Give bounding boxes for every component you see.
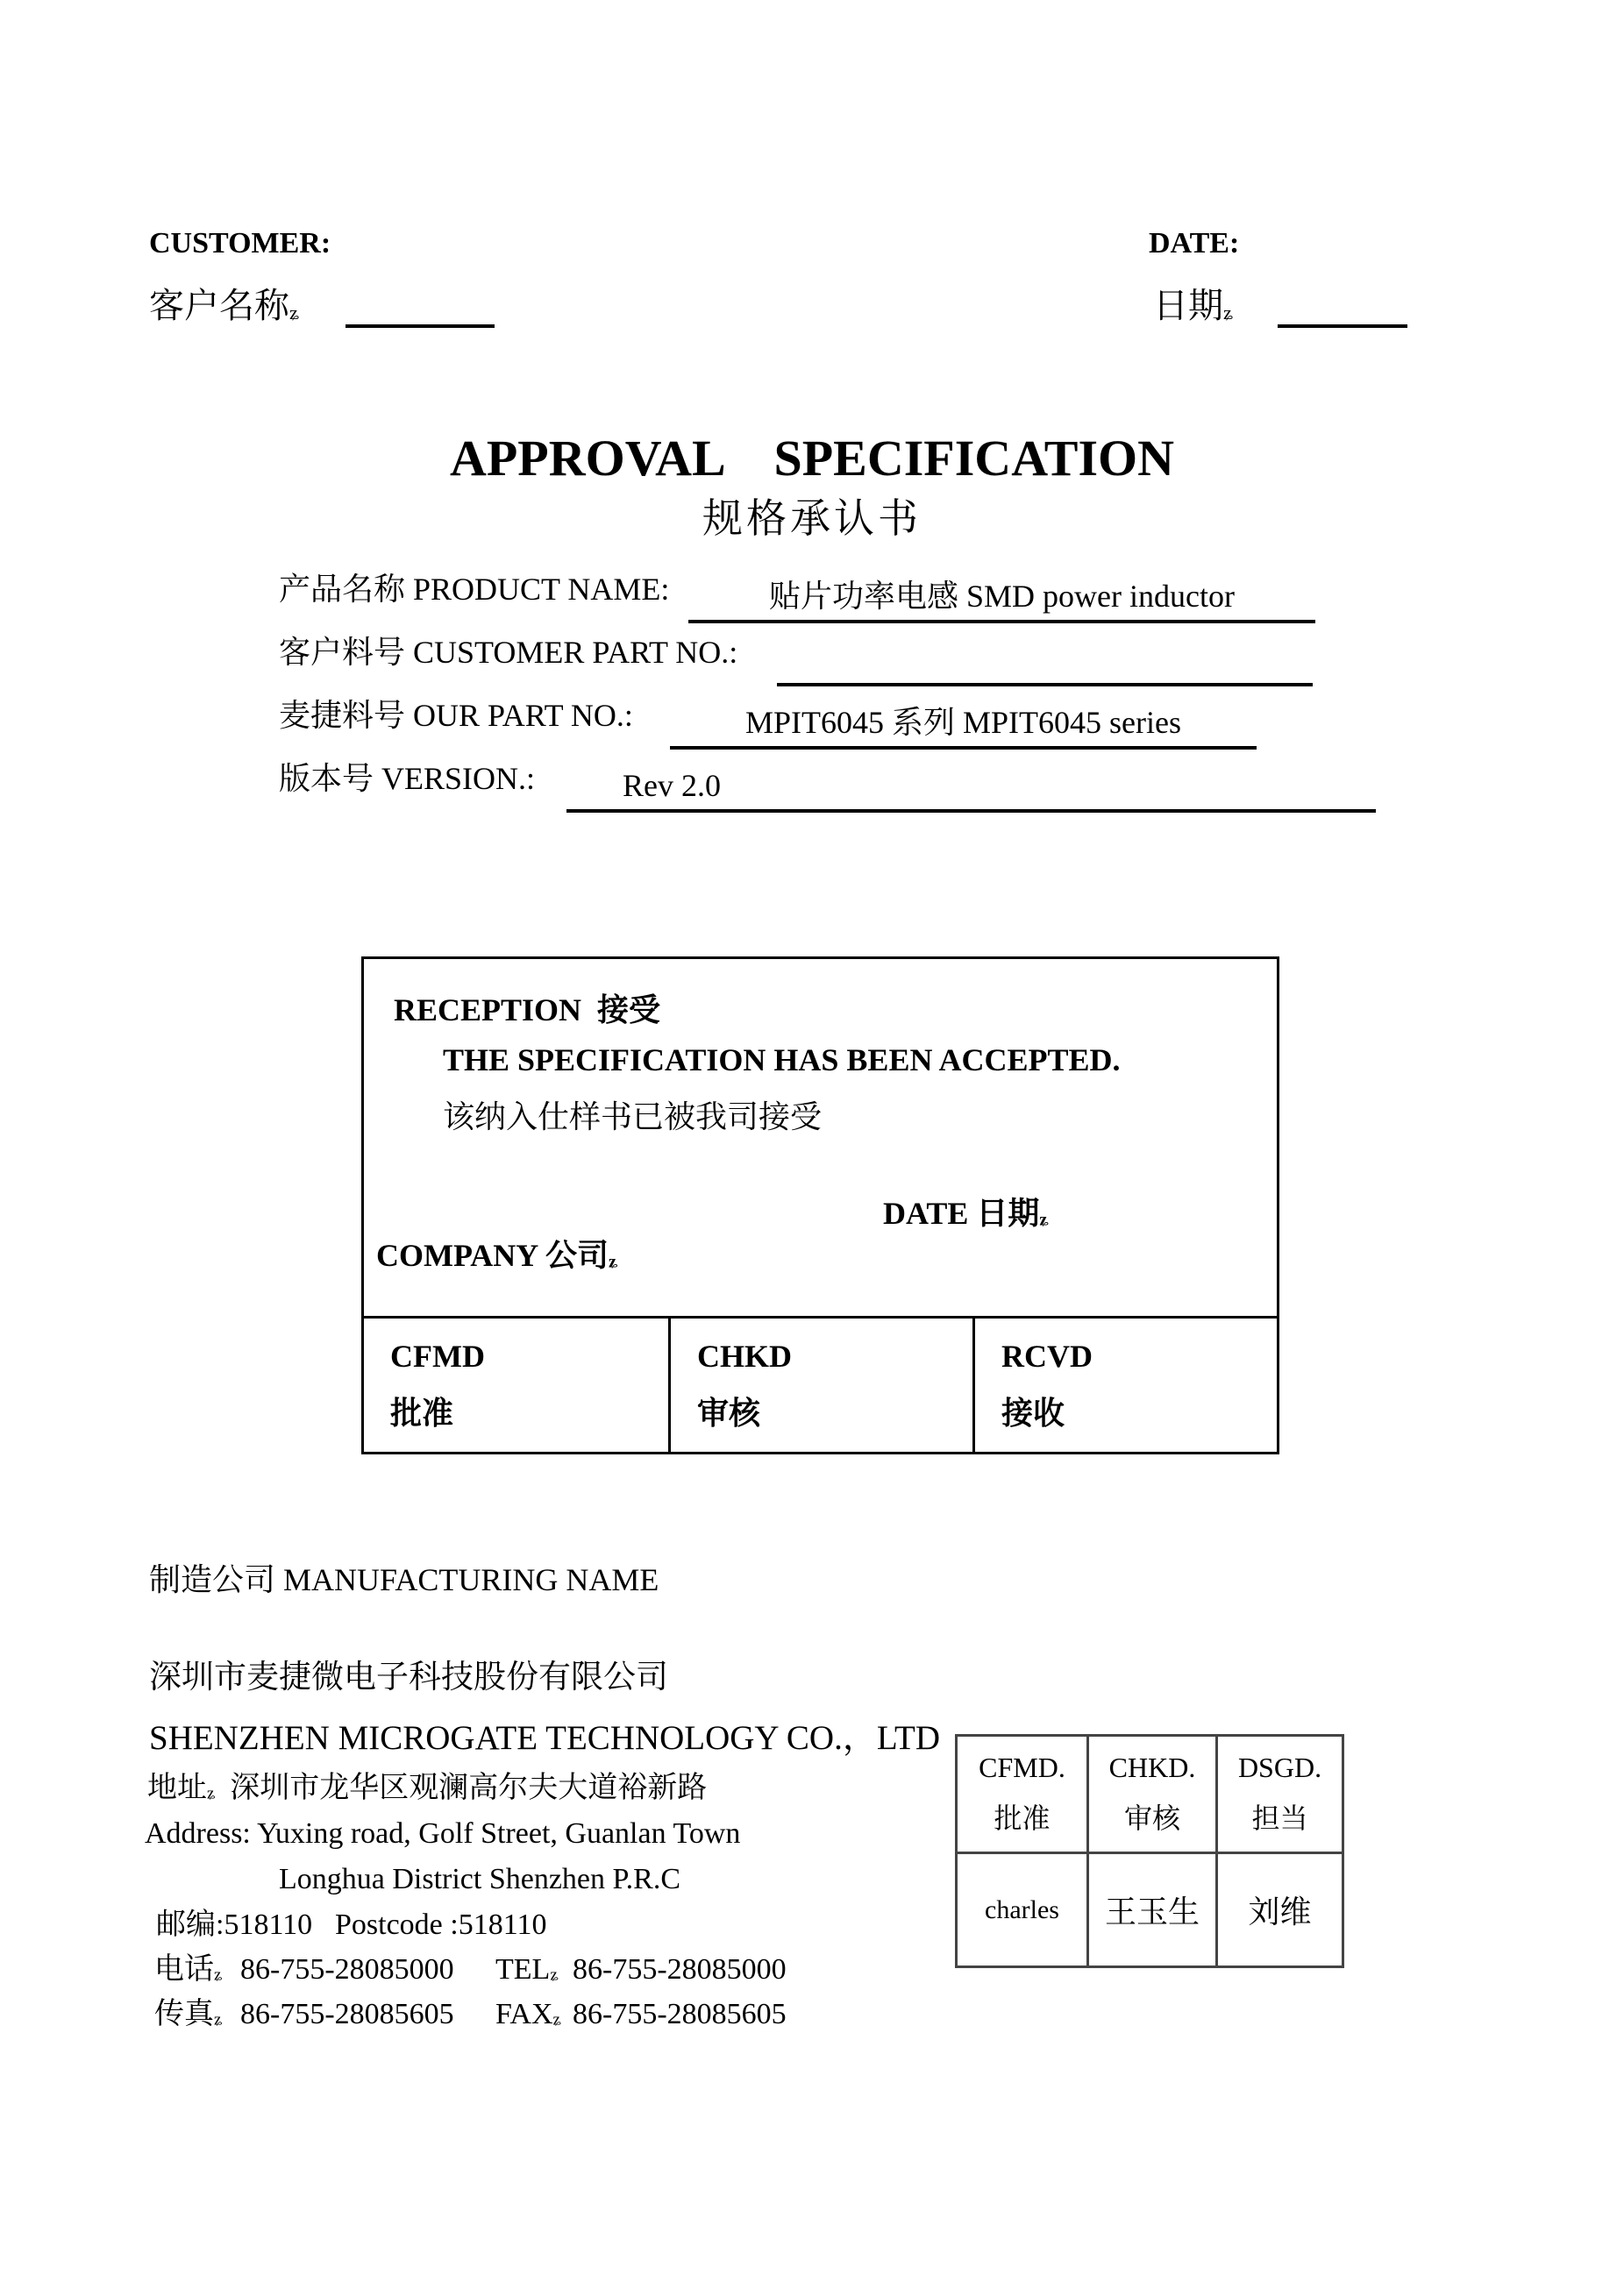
doc-title: APPROVAL SPECIFICATION (449, 430, 1175, 487)
postcode-cn: 邮编:518110 (156, 1909, 313, 1941)
fax-number-en: 86-755-28085605 (573, 1998, 787, 2030)
cfmd-label: CFMD (390, 1339, 485, 1374)
chkd-label: CHKD (697, 1339, 792, 1374)
customer-part-no-label: 客户料号 CUSTOMER PART NO.: (279, 635, 738, 670)
cfmd-label-cn: 批准 (390, 1396, 454, 1431)
tel-label-en: TELʑ (495, 1953, 559, 1986)
fax-label-en: FAXʑ (495, 1998, 561, 2030)
mark-glyph: ʑ (207, 1784, 216, 1803)
tel-number-cn: 86-755-28085000 (240, 1953, 454, 1986)
reception-cell-chkd (668, 1319, 972, 1452)
chkd-label-cn: 审核 (697, 1396, 761, 1431)
version-label: 版本号 VERSION.: (279, 761, 536, 796)
signoff-header-chkd: CHKD. 审核 (1086, 1737, 1215, 1852)
signoff-header-dsgd: DSGD. 担当 (1215, 1737, 1342, 1852)
tel-label-cn: 电话ʑ (154, 1953, 223, 1986)
date-label: DATE: (1149, 227, 1240, 259)
reception-company-label: COMPANY 公司ʑ (376, 1238, 618, 1273)
reception-statement-cn: 该纳入仕样书已被我司接受 (443, 1099, 823, 1134)
fax-number-cn: 86-755-28085605 (240, 1998, 454, 2030)
mark-glyph: ʑ (550, 1965, 559, 1985)
signoff-header-cfmd: CFMD. 批准 (979, 1752, 1065, 1834)
fax-label-cn: 传真ʑ (154, 1998, 223, 2030)
reception-cell-cfmd (364, 1319, 668, 1452)
version-value: Rev 2.0 (566, 764, 1376, 813)
reception-statement-en: THE SPECIFICATION HAS BEEN ACCEPTED. (443, 1042, 1121, 1077)
mark-glyph: ʑ (214, 2010, 223, 2029)
address-en-line2: Longhua District Shenzhen P.R.C (279, 1863, 681, 1895)
rcvd-label-cn: 接收 (1001, 1396, 1065, 1431)
address-en-line1: Address: Yuxing road, Golf Street, Guanlan Town (145, 1817, 741, 1850)
rcvd-label: RCVD (1001, 1339, 1093, 1374)
address-cn-line: 地址ʑ 深圳市龙华区观澜高尔夫大道裕新路 (147, 1772, 708, 1804)
customer-name-cn: 客户名称ʑ (149, 286, 299, 325)
manufacturer-company-cn: 深圳市麦捷微电子科技股份有限公司 (149, 1660, 668, 1695)
signoff-value-dsgd: 刘维 (1215, 1852, 1342, 1965)
our-part-no-value: MPIT6045 系列 MPIT6045 series (670, 700, 1257, 750)
reception-box (361, 956, 1279, 1454)
manufacturing-name-heading: 制造公司 MANUFACTURING NAME (149, 1562, 659, 1597)
mark-glyph: ʑ (552, 2010, 561, 2029)
signoff-value-cfmd: charles (958, 1852, 1086, 1965)
mark-glyph: ʑ (214, 1965, 223, 1985)
doc-title-cn: 规格承认书 (702, 496, 922, 541)
tel-number-en: 86-755-28085000 (573, 1953, 787, 1986)
reception-cell-rcvd (972, 1319, 1277, 1452)
mark-glyph: ʑ (608, 1252, 618, 1272)
reception-date-label: DATE 日期ʑ (883, 1196, 1049, 1231)
mark-glyph: ʑ (1039, 1210, 1049, 1230)
signoff-value-chkd: 王玉生 (1086, 1852, 1215, 1965)
manufacturer-company-en: SHENZHEN MICROGATE TECHNOLOGY CO.，LTD (149, 1719, 941, 1757)
reception-signature-row (364, 1316, 1277, 1452)
postcode-en: Postcode :518110 (335, 1909, 547, 1941)
date-blank-line (1278, 279, 1407, 328)
reception-title: RECEPTION 接受 (394, 992, 661, 1027)
product-name-label: 产品名称 PRODUCT NAME: (279, 572, 670, 607)
mark-glyph: ʑ (1223, 301, 1233, 323)
signoff-table (955, 1734, 1344, 1968)
customer-part-no-value (777, 637, 1313, 686)
product-name-value: 贴片功率电感 SMD power inductor (688, 574, 1315, 623)
mark-glyph: ʑ (289, 301, 299, 323)
customer-label: CUSTOMER: (149, 227, 331, 259)
date-cn: 日期ʑ (1153, 286, 1233, 325)
our-part-no-label: 麦捷料号 OUR PART NO.: (279, 698, 633, 733)
customer-name-blank-line (345, 279, 495, 328)
